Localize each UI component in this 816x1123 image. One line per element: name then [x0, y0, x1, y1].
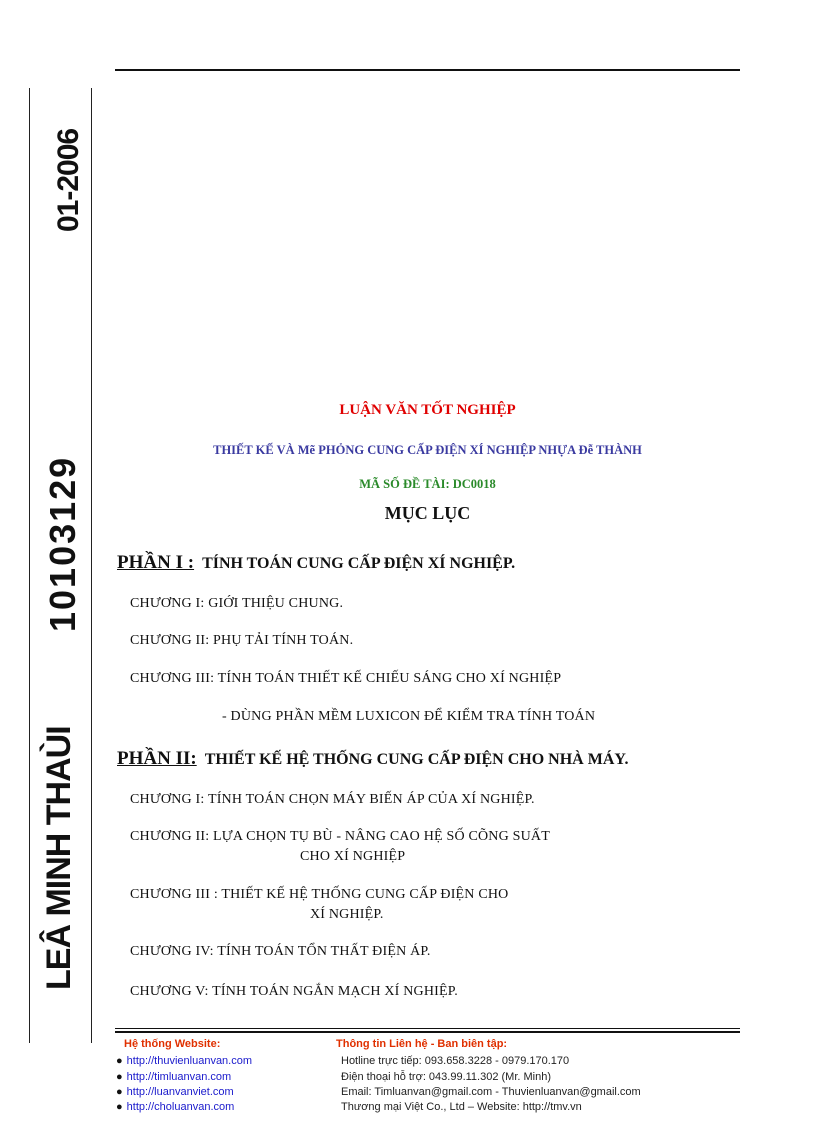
toc-entry: XÍ NGHIỆP.	[310, 907, 384, 922]
toc-entry: CHƯƠNG III: TÍNH TOÁN THIẾT KẾ CHIẾU SÁNG CHO XÍ NGHIỆP	[130, 671, 562, 686]
bullet-icon: ●	[116, 1086, 123, 1098]
toc-entry: CHƯƠNG IV: TÍNH TOÁN TỔN THẤT ĐIỆN ÁP.	[130, 944, 431, 959]
footer-rule	[115, 1028, 740, 1029]
contact-company: Thương mại Việt Co., Ltd – Website: http://tmv.vn	[341, 1101, 582, 1113]
part-2-heading	[117, 748, 628, 770]
toc-entry: CHƯƠNG II: LỰA CHỌN TỤ BÙ - NÂNG CAO HỆ SỐ CÕNG SUẤT	[130, 829, 550, 844]
websites-heading: Hệ thống Website:	[124, 1038, 221, 1050]
contact-email: Email: Timluanvan@gmail.com - Thuvienluanvan@gmail.com	[341, 1086, 641, 1098]
toc-entry: CHƯƠNG I: GIỚI THIỆU CHUNG.	[130, 596, 344, 611]
bullet-icon: ●	[116, 1101, 123, 1113]
document-title: LUẬN VĂN TỐT NGHIỆP	[339, 402, 516, 418]
top-rule	[115, 69, 740, 71]
toc-entry: - DÙNG PHẦN MỀM LUXICON ĐỂ KIỂM TRA TÍNH TOÁN	[222, 709, 596, 724]
part-2-title: THIẾT KẾ HỆ THỐNG CUNG CẤP ĐIỆN CHO NHÀ MÁY.	[204, 751, 629, 768]
bullet-icon: ●	[116, 1071, 123, 1083]
toc-entry: CHƯƠNG III : THIẾT KẾ HỆ THỐNG CUNG CẤP ĐIỆN CHO	[130, 887, 509, 902]
spine-right-rule	[91, 88, 92, 1043]
toc-entry: CHƯƠNG V: TÍNH TOÁN NGẮN MẠCH XÍ NGHIỆP.	[130, 984, 458, 999]
toc-entry: CHƯƠNG II: PHỤ TẢI TÍNH TOÁN.	[130, 633, 354, 648]
contact-heading: Thông tin Liên hệ - Ban biên tập:	[336, 1038, 508, 1050]
website-link[interactable]: ● http://choluanvan.com	[116, 1101, 235, 1113]
topic-code: MÃ SỐ ĐỀ TÀI: DC0018	[359, 477, 496, 491]
document-subtitle: THIẾT KẾ VÀ Mẽ PHỎNG CUNG CẤP ĐIỆN XÍ NGHIỆP NHỰA Đễ THÀNH	[213, 443, 642, 457]
website-link[interactable]: ● http://timluanvan.com	[116, 1071, 232, 1083]
website-link[interactable]: ● http://thuvienluanvan.com	[116, 1055, 253, 1067]
toc-entry: CHƯƠNG I: TÍNH TOÁN CHỌN MÁY BIẾN ÁP CỦA XÍ NGHIỆP.	[130, 792, 535, 807]
website-link[interactable]: ● http://luanvanviet.com	[116, 1086, 234, 1098]
part-2-label: PHẦN II:	[117, 748, 197, 769]
spine-left-rule	[29, 88, 30, 1043]
bullet-icon: ●	[116, 1055, 123, 1067]
spine-author: LEÂ MINH THAÙI	[40, 726, 78, 990]
footer-rule-thick	[115, 1031, 740, 1033]
toc-entry: CHO XÍ NGHIỆP	[300, 849, 406, 864]
part-1-heading	[117, 552, 515, 574]
toc-title: MỤC LỤC	[384, 503, 471, 523]
contact-phone: Điện thoại hỗ trợ: 043.99.11.302 (Mr. Minh)	[341, 1071, 552, 1083]
part-1-title: TÍNH TOÁN CUNG CẤP ĐIỆN XÍ NGHIỆP.	[202, 555, 516, 572]
contact-hotline: Hotline trực tiếp: 093.658.3228 - 0979.170.170	[341, 1055, 570, 1067]
spine-date: 01-2006	[52, 128, 85, 232]
spine-code: 10103129	[42, 455, 83, 632]
part-1-label: PHẦN I :	[117, 552, 195, 573]
